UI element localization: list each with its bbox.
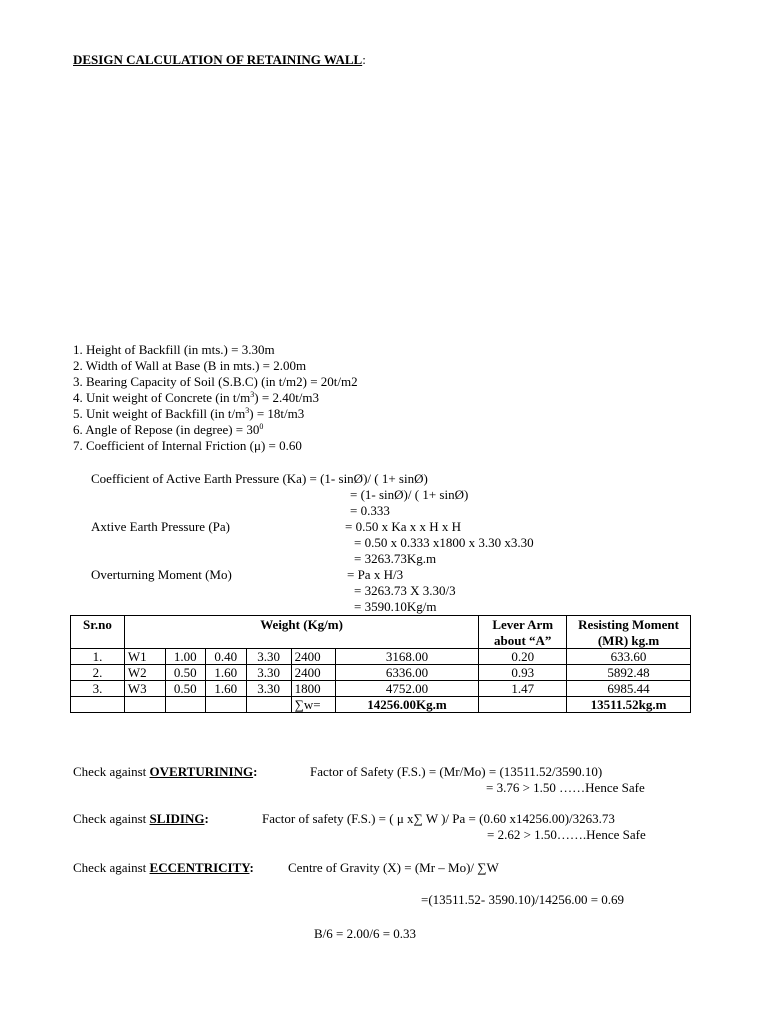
- ka-line-3: = 0.333: [350, 503, 390, 518]
- title-text: DESIGN CALCULATION OF RETAINING WALL: [73, 52, 363, 67]
- cell-d: 1800: [291, 681, 335, 697]
- header-lever-2: about “A”: [479, 632, 567, 649]
- total-label: ∑w=: [291, 697, 335, 713]
- total-blank-4: [205, 697, 246, 713]
- header-weight: Weight (Kg/m): [124, 616, 478, 633]
- table-row: [71, 665, 691, 681]
- check-prefix: Check against: [73, 860, 150, 875]
- eccentricity-formula: Centre of Gravity (X) = (Mr – Mo)/ ∑W: [288, 860, 499, 875]
- cell-b: 0.40: [205, 649, 246, 665]
- check-overturning: [73, 764, 257, 780]
- cell-moment: 5892.48: [567, 665, 691, 681]
- table-row: [71, 649, 691, 665]
- cell-c: 3.30: [246, 681, 291, 697]
- check-key: ECCENTRICITY: [149, 860, 250, 875]
- cell-a: 1.00: [165, 649, 205, 665]
- mo-label: Overturning Moment (Mo): [91, 567, 232, 582]
- pa-line-3: = 3263.73Kg.m: [354, 551, 437, 566]
- cell-b: 1.60: [205, 681, 246, 697]
- cell-d: 2400: [291, 649, 335, 665]
- cell-lever: 0.20: [479, 649, 567, 665]
- input-4: [73, 390, 319, 406]
- cell-a: 0.50: [165, 681, 205, 697]
- header-moment-2: (MR) kg.m: [567, 632, 691, 649]
- check-colon: :: [204, 811, 209, 826]
- title-colon: :: [362, 52, 366, 67]
- cell-lever: 0.93: [479, 665, 567, 681]
- input-6: [73, 422, 263, 438]
- input-7: 7. Coefficient of Internal Friction (μ) = 0.60: [73, 438, 302, 453]
- header-weight-blank: [124, 632, 478, 649]
- cell-weight: 6336.00: [335, 665, 479, 681]
- cell-sr: 1.: [71, 649, 125, 665]
- input-6-text: 6. Angle of Repose (in degree) = 30: [73, 422, 260, 437]
- overturning-formula: Factor of Safety (F.S.) = (Mr/Mo) = (13511.52/3590.10): [310, 764, 603, 779]
- sliding-formula: Factor of safety (F.S.) = ( μ x∑ W )/ Pa = (0.60 x14256.00)/3263.73: [262, 811, 615, 826]
- ka-line-2: = (1- sinØ)/ ( 1+ sinØ): [350, 487, 469, 502]
- pa-line-2: = 0.50 x 0.333 x1800 x 3.30 x3.30: [354, 535, 534, 550]
- input-3: 3. Bearing Capacity of Soil (S.B.C) (in t/m2) = 20t/m2: [73, 374, 358, 389]
- cell-lever: 1.47: [479, 681, 567, 697]
- check-key: SLIDING: [149, 811, 205, 826]
- cell-a: 0.50: [165, 665, 205, 681]
- eccentricity-result: =(13511.52- 3590.10)/14256.00 = 0.69: [421, 892, 625, 907]
- mo-line-2: = 3263.73 X 3.30/3: [354, 583, 456, 598]
- cell-weight: 4752.00: [335, 681, 479, 697]
- check-prefix: Check against: [73, 764, 150, 779]
- sliding-result: = 2.62 > 1.50…….Hence Safe: [487, 827, 646, 842]
- input-5-sup: 3: [245, 406, 250, 415]
- page-title: [73, 52, 366, 68]
- check-key: OVERTURINING: [149, 764, 254, 779]
- total-moment: 13511.52kg.m: [567, 697, 691, 713]
- cell-c: 3.30: [246, 649, 291, 665]
- check-sliding: [73, 811, 209, 827]
- input-6-sup: 0: [259, 422, 264, 431]
- input-5-text: 5. Unit weight of Backfill (in t/m: [73, 406, 246, 421]
- cell-weight: 3168.00: [335, 649, 479, 665]
- input-4-value: ) = 2.40t/m3: [254, 390, 320, 405]
- pa-label: Axtive Earth Pressure (Pa): [91, 519, 230, 534]
- table-header-row-2: [71, 632, 691, 649]
- cell-w: W2: [124, 665, 165, 681]
- header-lever-1: Lever Arm: [479, 616, 567, 633]
- cell-c: 3.30: [246, 665, 291, 681]
- header-moment-1: Resisting Moment: [567, 616, 691, 633]
- mo-line-1: = Pa x H/3: [347, 567, 404, 582]
- input-4-sup: 3: [250, 390, 255, 399]
- input-5-value: ) = 18t/m3: [249, 406, 305, 421]
- table-header-row-1: [71, 616, 691, 633]
- input-1: 1. Height of Backfill (in mts.) = 3.30m: [73, 342, 275, 357]
- total-blank-1: [71, 697, 125, 713]
- weights-table: [70, 615, 691, 713]
- total-blank-2: [124, 697, 165, 713]
- table-row: [71, 681, 691, 697]
- total-blank-5: [246, 697, 291, 713]
- cell-w: W3: [124, 681, 165, 697]
- header-srno: Sr.no: [71, 616, 125, 633]
- cell-moment: 633.60: [567, 649, 691, 665]
- check-colon: :: [249, 860, 254, 875]
- pa-line-1: = 0.50 x Ka x x H x H: [345, 519, 462, 534]
- total-weight: 14256.00Kg.m: [335, 697, 479, 713]
- mo-line-3: = 3590.10Kg/m: [354, 599, 437, 614]
- check-eccentricity: [73, 860, 254, 876]
- total-blank-6: [479, 697, 567, 713]
- check-colon: :: [253, 764, 258, 779]
- input-5: [73, 406, 304, 422]
- cell-b: 1.60: [205, 665, 246, 681]
- input-2: 2. Width of Wall at Base (B in mts.) = 2.00m: [73, 358, 307, 373]
- check-prefix: Check against: [73, 811, 150, 826]
- total-blank-3: [165, 697, 205, 713]
- ka-label: Coefficient of Active Earth Pressure (Ka) = (1- sinØ)/ ( 1+ sinØ): [91, 471, 428, 486]
- input-4-text: 4. Unit weight of Concrete (in t/m: [73, 390, 251, 405]
- header-srno-blank: [71, 632, 125, 649]
- b6-result: B/6 = 2.00/6 = 0.33: [314, 926, 417, 941]
- cell-sr: 3.: [71, 681, 125, 697]
- cell-w: W1: [124, 649, 165, 665]
- table-total-row: [71, 697, 691, 713]
- overturning-result: = 3.76 > 1.50 ……Hence Safe: [486, 780, 645, 795]
- cell-moment: 6985.44: [567, 681, 691, 697]
- cell-sr: 2.: [71, 665, 125, 681]
- cell-d: 2400: [291, 665, 335, 681]
